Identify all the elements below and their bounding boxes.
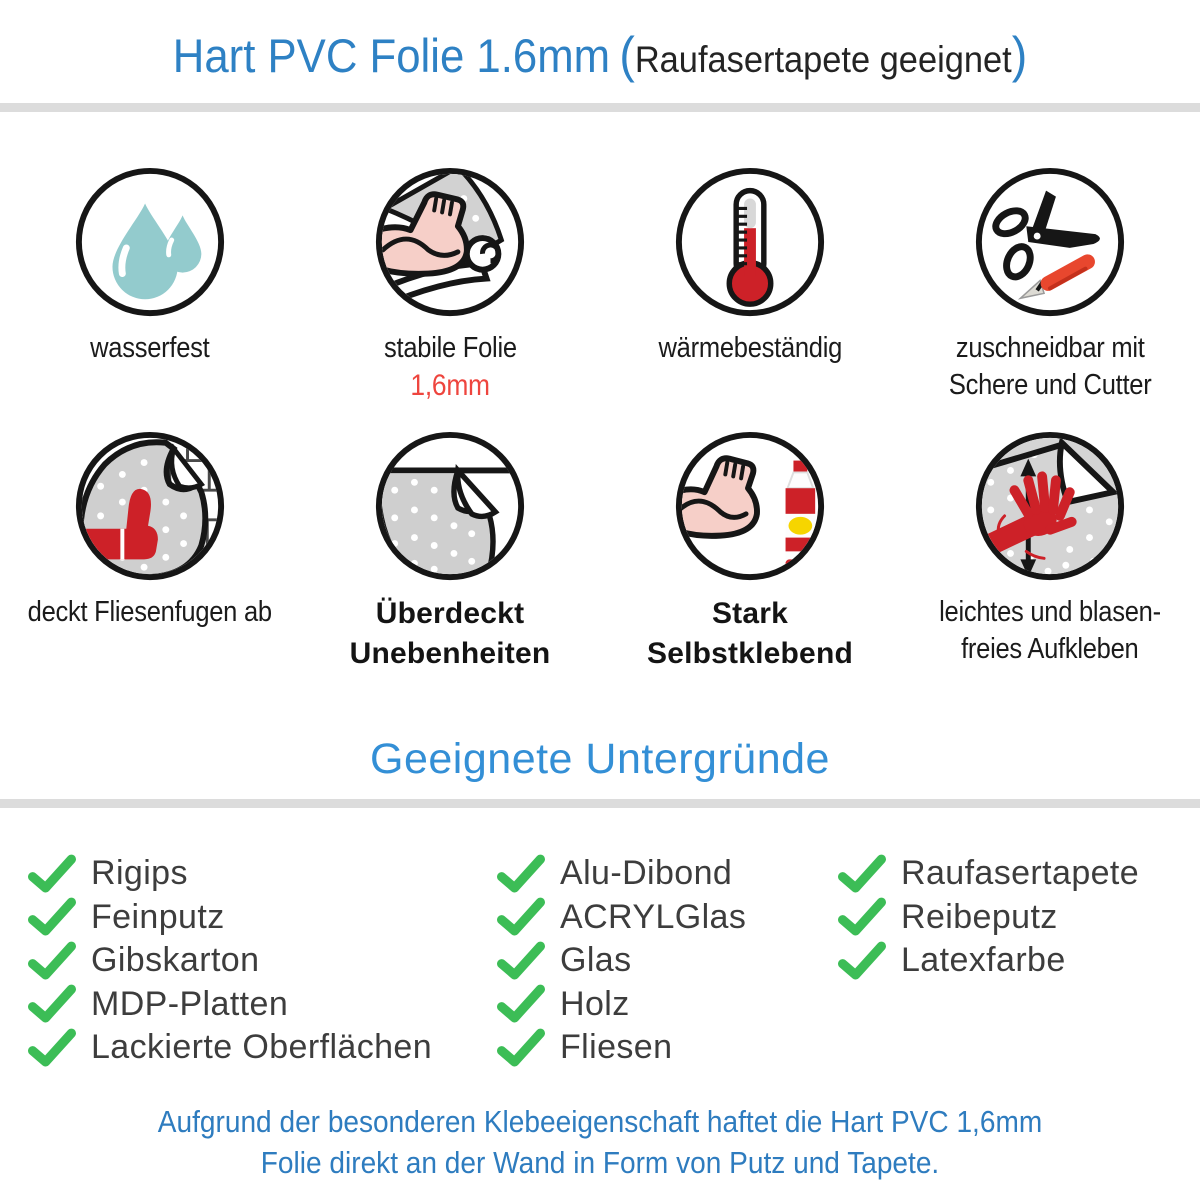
thermometer-icon <box>671 163 829 321</box>
title-paren-inner: Raufasertapete geeignet <box>634 39 1012 80</box>
substrate-label: MDP-Platten <box>91 984 289 1023</box>
feature-label: Stark <box>711 597 789 630</box>
check-icon <box>838 854 886 894</box>
substrate-label: Reibeputz <box>901 897 1058 936</box>
list-item <box>28 852 432 896</box>
substrate-label: Holz <box>560 984 630 1023</box>
substrate-column-2 <box>497 852 746 1070</box>
list-item <box>838 896 1139 940</box>
title-main: Hart PVC Folie 1.6mm <box>172 29 611 82</box>
title-paren-close: ) <box>1011 27 1028 83</box>
list-item <box>838 939 1139 983</box>
feature-label: leichtes und blasen- <box>939 596 1161 628</box>
feature-label: zuschneidbar mit <box>955 332 1145 364</box>
feature-row-2 <box>0 427 1200 674</box>
feature-stabile-folie <box>300 163 600 404</box>
feature-label: wärmebeständig <box>658 332 842 364</box>
list-item <box>497 1026 746 1070</box>
feature-label-line2: Selbstklebend <box>647 637 853 670</box>
check-icon <box>838 941 886 981</box>
check-icon <box>838 897 886 937</box>
water-drops-icon <box>71 163 229 321</box>
scissors-cutter-icon <box>971 163 1129 321</box>
check-icon <box>497 984 545 1024</box>
check-icon <box>497 941 545 981</box>
check-icon <box>28 1028 76 1068</box>
feature-label: deckt Fliesenfugen ab <box>27 596 273 628</box>
list-item <box>497 852 746 896</box>
feature-wasserfest <box>0 163 300 404</box>
feature-deckt-fliesenfugen <box>0 427 300 674</box>
check-icon <box>28 854 76 894</box>
check-icon <box>28 941 76 981</box>
substrate-column-3 <box>838 852 1139 983</box>
feature-label-line2: Unebenheiten <box>349 637 551 670</box>
feature-ueberdeckt-unebenheiten <box>300 427 600 674</box>
list-item <box>28 983 432 1027</box>
title-paren-open: ( <box>619 27 635 83</box>
muscle-arm-glue-tube-icon <box>671 427 829 585</box>
feature-label: wasserfest <box>90 332 210 364</box>
feature-label-line2: Schere und Cutter <box>948 369 1152 401</box>
list-item <box>497 983 746 1027</box>
hand-smoothing-foil-icon <box>971 427 1129 585</box>
list-item <box>28 896 432 940</box>
feature-zuschneidbar <box>900 163 1200 404</box>
feature-label: Überdeckt <box>375 597 525 630</box>
thumb-up-tiles-icon <box>71 427 229 585</box>
feature-label: stabile Folie <box>383 332 517 364</box>
page-title <box>42 26 1158 84</box>
list-item <box>497 939 746 983</box>
list-item <box>838 852 1139 896</box>
feature-leichtes-aufkleben <box>900 427 1200 674</box>
section-heading: Geeignete Untergründe <box>370 735 830 783</box>
substrate-label: Glas <box>560 941 632 980</box>
footer-note <box>48 1102 1152 1184</box>
divider-bar <box>0 799 1200 808</box>
substrate-label: Lackierte Oberflächen <box>91 1028 433 1067</box>
check-icon <box>28 984 76 1024</box>
list-item <box>28 939 432 983</box>
feature-row-1 <box>0 163 1200 404</box>
foil-folded-corner-icon <box>371 427 529 585</box>
list-item <box>28 1026 432 1070</box>
check-icon <box>28 897 76 937</box>
substrate-label: Gibskarton <box>91 941 260 980</box>
substrate-label: Alu-Dibond <box>560 854 733 893</box>
footer-line-2: Folie direkt an der Wand in Form von Putz und Tapete. <box>260 1146 940 1180</box>
substrate-label: Rigips <box>91 854 188 893</box>
substrate-label: Raufasertapete <box>901 854 1140 893</box>
muscle-arm-foil-roll-icon <box>371 163 529 321</box>
feature-waermebestaendig <box>600 163 900 404</box>
substrate-label: Feinputz <box>91 897 225 936</box>
check-icon <box>497 854 545 894</box>
substrate-label: Latexfarbe <box>901 941 1066 980</box>
divider-bar <box>0 103 1200 112</box>
feature-label-line2: freies Aufkleben <box>961 633 1139 665</box>
check-icon <box>497 897 545 937</box>
feature-stark-selbstklebend <box>600 427 900 674</box>
substrate-label: Fliesen <box>560 1028 673 1067</box>
substrate-column-1 <box>28 852 432 1070</box>
list-item <box>497 896 746 940</box>
feature-thickness-label: 1,6mm <box>410 369 490 402</box>
footer-line-1: Aufgrund der besonderen Klebeeigenschaft haftet die Hart PVC 1,6mm <box>157 1105 1043 1139</box>
substrate-label: ACRYLGlas <box>560 897 747 936</box>
check-icon <box>497 1028 545 1068</box>
